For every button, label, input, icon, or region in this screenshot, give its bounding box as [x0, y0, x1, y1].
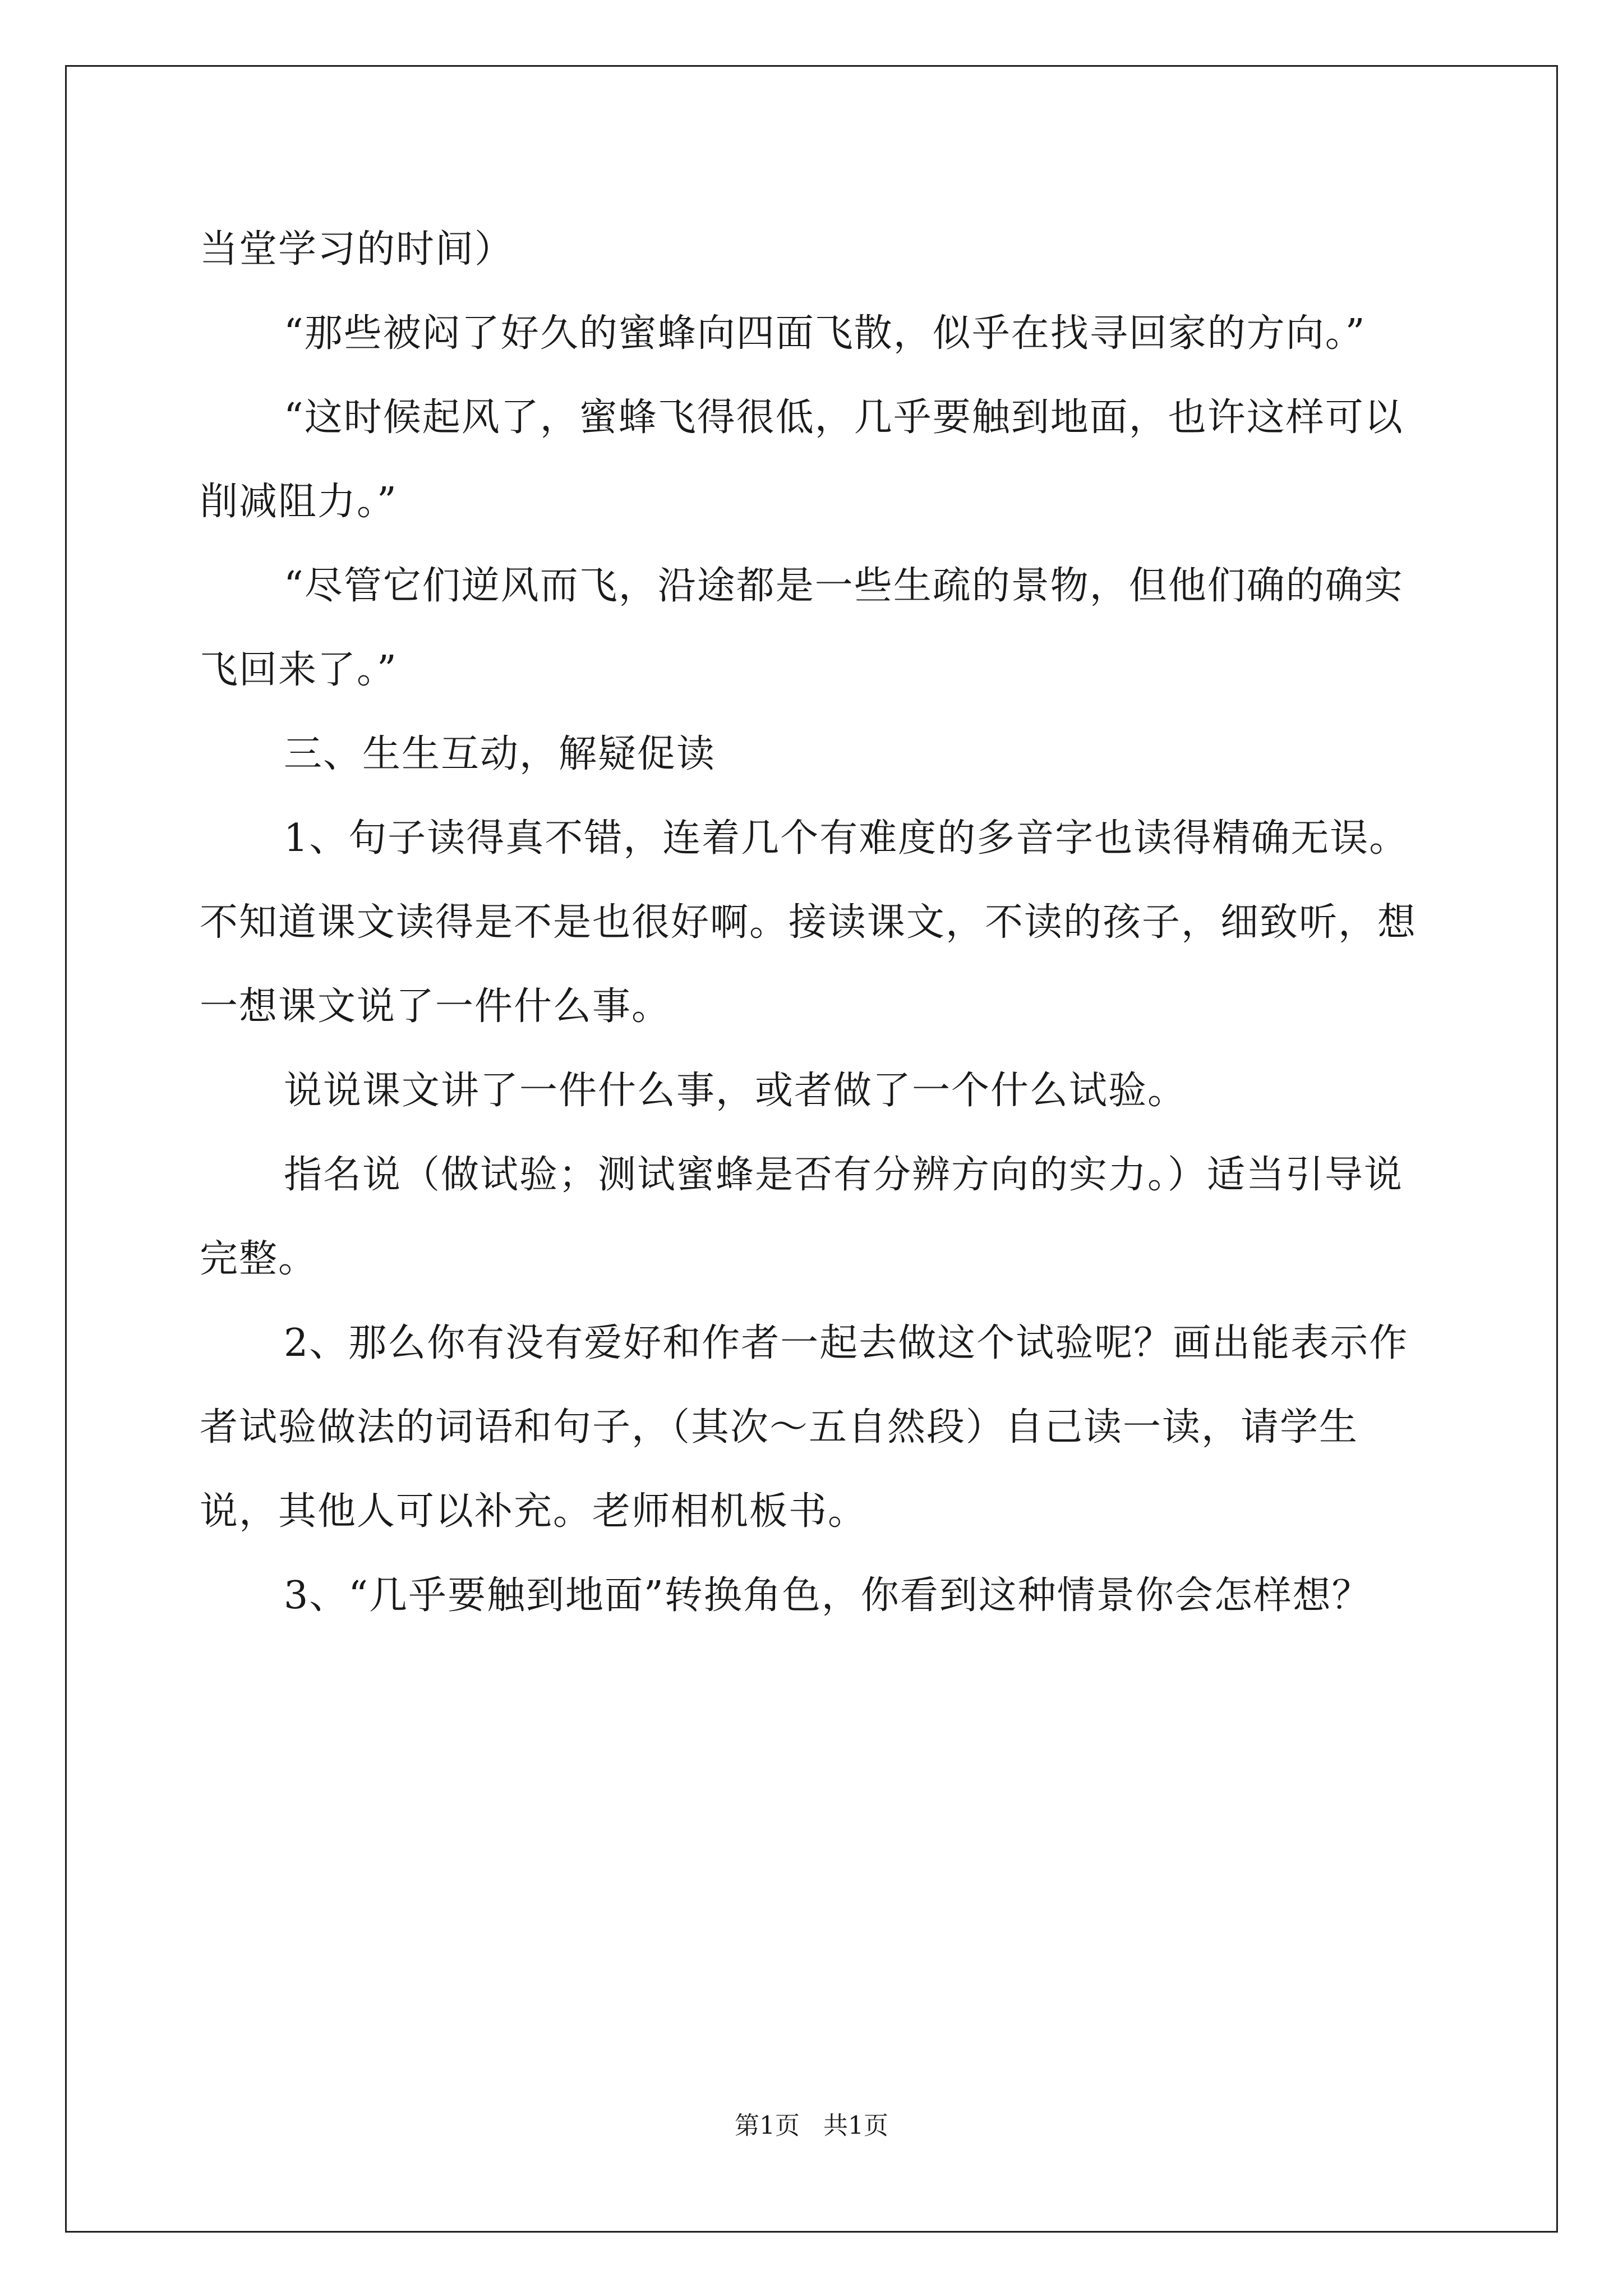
paragraph: 2、那么你有没有爱好和作者一起去做这个试验呢？画出能表示作者试验做法的词语和句子，（其次～五自然段）自己读一读，请学生说，其他人可以补充。老师相机板书。 — [200, 1321, 1409, 1534]
paragraph: 指名说（做试验；测试蜜蜂是否有分辨方向的实力。）适当引导说完整。 — [200, 1153, 1404, 1281]
paragraph: 3、“几乎要触到地面”转换角色，你看到这种情景你会怎样想？ — [284, 1573, 1371, 1618]
page-number: 第1页 共1页 — [735, 2111, 888, 2140]
paragraph: “尽管它们逆风而飞，沿途都是一些生疏的景物，但他们确的确实飞回来了。” — [200, 564, 1404, 692]
paragraph: 当堂学习的时间） — [200, 227, 514, 272]
page-footer — [0, 2109, 1623, 2143]
paragraph: 1、句子读得真不错，连着几个有难度的多音字也读得精确无误。不知道课文读得是不是也很好啊。接读课文，不读的孩子，细致听，想一想课文说了一件什么事。 — [200, 816, 1417, 1029]
section-heading: 三、生生互动，解疑促读 — [284, 732, 716, 776]
paragraph: “那些被闷了好久的蜜蜂向四面飞散，似乎在找寻回家的方向。” — [284, 311, 1366, 356]
paragraph: 说说课文讲了一件什么事，或者做了一个什么试验。 — [284, 1069, 1187, 1113]
document-body — [200, 208, 1433, 1638]
paragraph: “这时候起风了，蜜蜂飞得很低，几乎要触到地面，也许这样可以削减阻力。” — [200, 395, 1404, 524]
